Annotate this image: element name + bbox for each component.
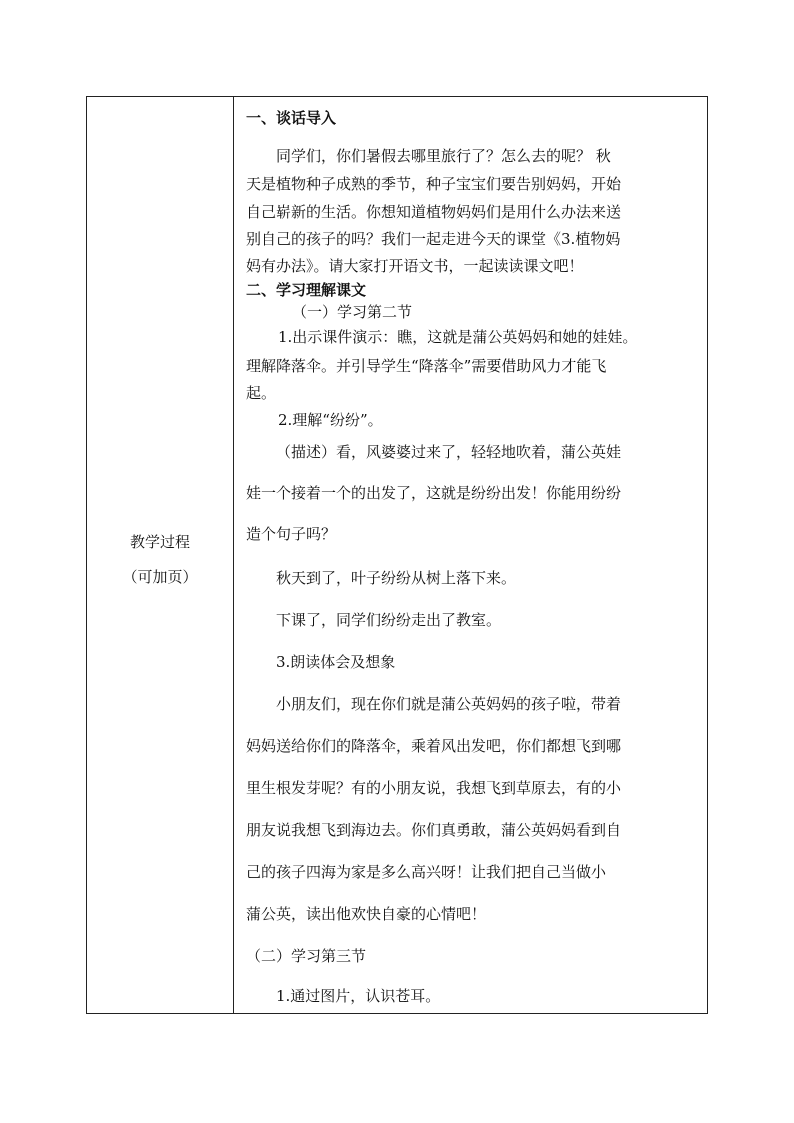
label-title: 教学过程 <box>129 533 190 551</box>
paragraph-line: 朋友说我想飞到海边去。你们真勇敢，蒲公英妈妈看到自 <box>246 821 622 839</box>
lesson-table <box>86 96 708 1014</box>
paragraph-line: 起。 <box>246 384 277 402</box>
content-cell <box>234 97 707 1013</box>
section-heading: 一、谈话导入 <box>246 109 337 127</box>
subsection-heading: （一）学习第二节 <box>292 303 413 321</box>
paragraph-line: 己的孩子四海为家是多么高兴呀！让我们把自己当做小 <box>246 863 607 881</box>
paragraph-line: 蒲公英，读出他欢快自豪的心情吧！ <box>246 905 487 923</box>
paragraph-line: 理解降落伞。并引导学生“降落伞”需要借助风力才能飞 <box>246 357 607 375</box>
paragraph-line: 1.出示课件演示：瞧，这就是蒲公英妈妈和她的娃娃。 <box>278 328 638 346</box>
section-heading: 二、学习理解课文 <box>246 281 367 299</box>
paragraph-line: 妈有办法》。请大家打开语文书，一起读读课文吧！ <box>246 257 584 275</box>
paragraph-line: 同学们，你们暑假去哪里旅行了？怎么去的呢？ 秋 <box>276 147 611 165</box>
label-cell <box>87 97 233 1013</box>
subsection-heading: （二）学习第三节 <box>246 947 367 965</box>
paragraph-line: 1.通过图片，认识苍耳。 <box>276 987 441 1005</box>
paragraph-line: 娃一个接着一个的出发了，这就是纷纷出发！你能用纷纷 <box>246 484 622 502</box>
paragraph-line: 下课了，同学们纷纷走出了教室。 <box>276 611 502 629</box>
paragraph-line: 自己崭新的生活。你想知道植物妈妈们是用什么办法来送 <box>246 203 622 221</box>
paragraph-line: 秋天到了，叶子纷纷从树上落下来。 <box>276 569 517 587</box>
paragraph-line: （描述）看，风婆婆过来了，轻轻地吹着，蒲公英娃 <box>276 443 622 461</box>
paragraph-line: 妈妈送给你们的降落伞，乘着风出发吧，你们都想飞到哪 <box>246 737 622 755</box>
paragraph-line: 造个句子吗？ <box>246 525 337 543</box>
label-note: （可加页） <box>122 568 198 586</box>
paragraph-line: 小朋友们，现在你们就是蒲公英妈妈的孩子啦，带着 <box>276 695 622 713</box>
paragraph-line: 别自己的孩子的吗？我们一起走进今天的课堂《3.植物妈 <box>246 230 621 248</box>
paragraph-line: 天是植物种子成熟的季节，种子宝宝们要告别妈妈，开始 <box>246 175 622 193</box>
paragraph-line: 里生根发芽呢？有的小朋友说，我想飞到草原去，有的小 <box>246 779 622 797</box>
paragraph-line: 2.理解“纷纷”。 <box>278 411 383 429</box>
paragraph-line: 3.朗读体会及想象 <box>276 653 396 671</box>
